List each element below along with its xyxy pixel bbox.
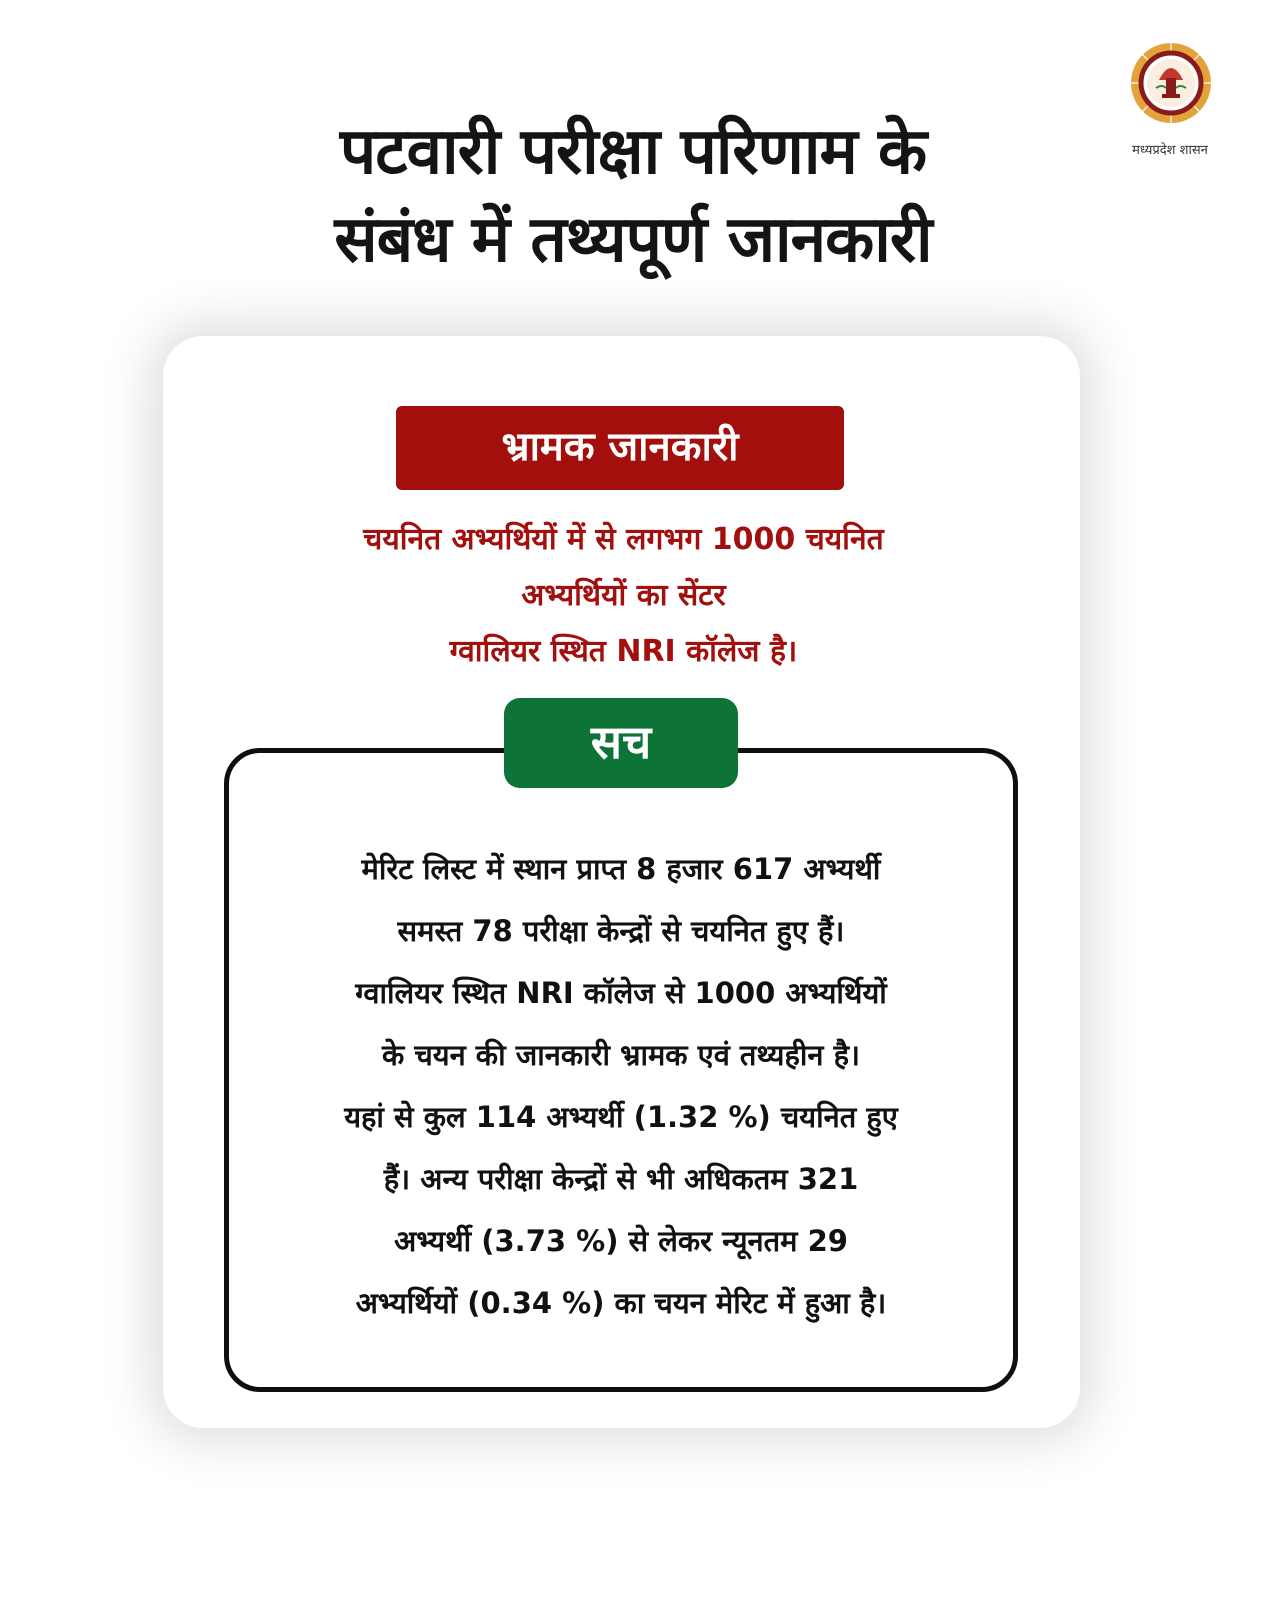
- myth-line: ग्वालियर स्थित NRI कॉलेज है।: [449, 634, 798, 669]
- fact-line: के चयन की जानकारी भ्रामक एवं तथ्यहीन है।: [382, 1038, 860, 1072]
- fact-line: ग्वालियर स्थित NRI कॉलेज से 1000 अभ्यर्थियों: [355, 976, 887, 1010]
- fact-line: हैं। अन्य परीक्षा केन्द्रों से भी अधिकतम 321: [383, 1162, 859, 1196]
- fact-line: अभ्यर्थियों (0.34 %) का चयन मेरिट में हुआ है।: [355, 1286, 887, 1320]
- fact-line: समस्त 78 परीक्षा केन्द्रों से चयनित हुए हैं।: [397, 914, 845, 948]
- fact-line: मेरिट लिस्ट में स्थान प्राप्त 8 हजार 617 अभ्यर्थी: [361, 852, 881, 886]
- title-line-1: पटवारी परीक्षा परिणाम के: [339, 115, 927, 189]
- fact-statement: [250, 838, 992, 1334]
- myth-statement: [230, 512, 1017, 680]
- fact-line: अभ्यर्थी (3.73 %) से लेकर न्यूनतम 29: [394, 1224, 848, 1258]
- fact-badge: सच: [504, 698, 738, 788]
- page-title: [183, 108, 1083, 284]
- fact-line: यहां से कुल 114 अभ्यर्थी (1.32 %) चयनित हुए: [344, 1100, 898, 1134]
- title-line-2: संबंध में तथ्यपूर्ण जानकारी: [334, 203, 932, 277]
- myth-badge: भ्रामक जानकारी: [396, 406, 844, 490]
- madhya-pradesh-emblem-icon: [1128, 40, 1214, 126]
- myth-line: अभ्यर्थियों का सेंटर: [521, 578, 726, 613]
- emblem-caption: मध्यप्रदेश शासन: [1132, 143, 1208, 158]
- myth-line: चयनित अभ्यर्थियों में से लगभग 1000 चयनित: [363, 522, 884, 557]
